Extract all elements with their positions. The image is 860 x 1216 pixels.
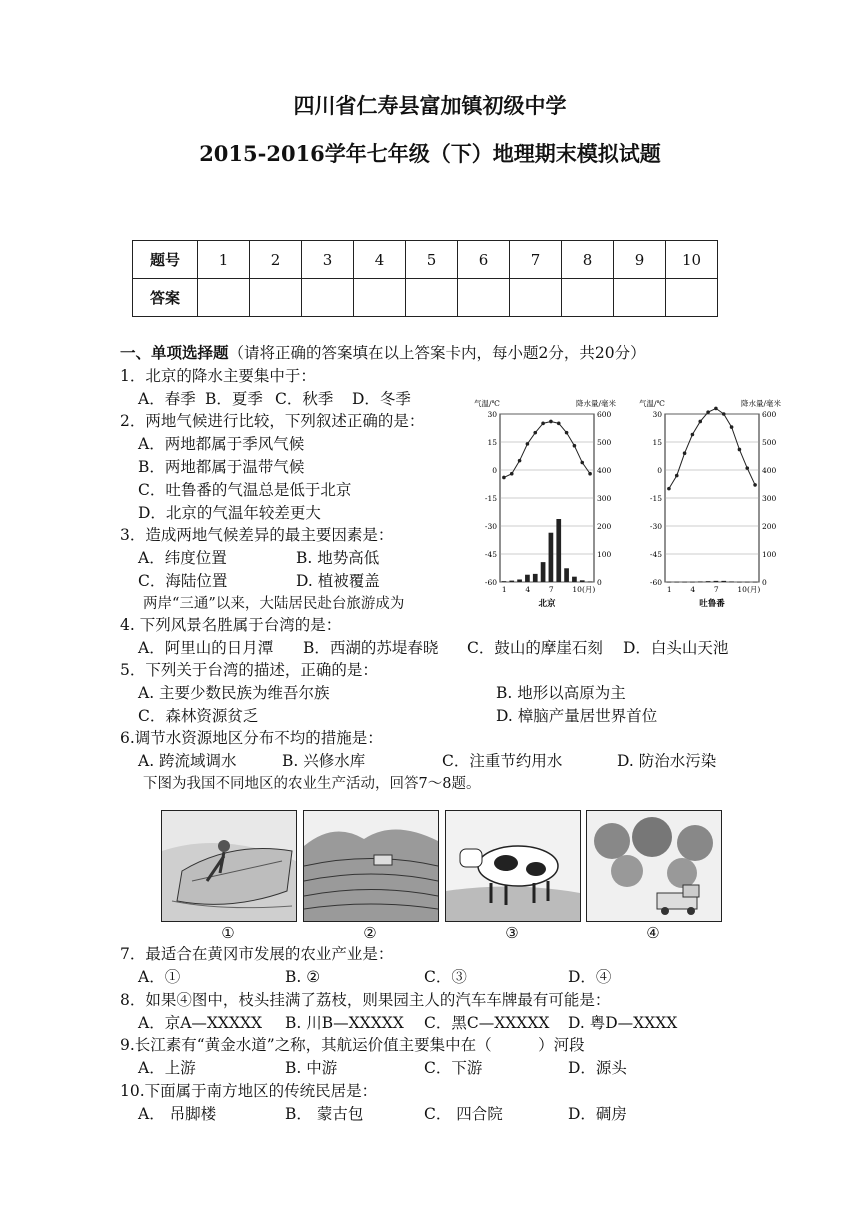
precip-bar <box>737 582 742 583</box>
precip-bar <box>745 582 750 583</box>
temperature-point <box>730 425 734 429</box>
question-stem: 4. 下列风景名胜属于台湾的是： <box>120 616 342 634</box>
option: C．③ <box>424 968 467 986</box>
temperature-point <box>565 431 569 435</box>
option: B. 地形以高原为主 <box>496 684 626 702</box>
x-tick-label: 10(月) <box>737 585 761 594</box>
option: A. 主要少数民族为维吾尔族 <box>138 684 330 702</box>
turpan-climate-chart <box>639 398 781 609</box>
x-tick-label: 1 <box>666 585 672 594</box>
question-stem: 6.调节水资源地区分布不均的措施是： <box>120 729 383 747</box>
y2-axis-label: 降水量/毫米 <box>575 399 616 408</box>
option: B．西湖的苏堤春晓 <box>303 639 439 657</box>
answer-table-number-row <box>133 241 718 279</box>
option: C．森林资源贫乏 <box>138 707 259 725</box>
school-title: 四川省仁寿县富加镇初级中学 <box>293 93 567 118</box>
answer-cell[interactable] <box>562 279 614 317</box>
precip-bar <box>572 577 577 582</box>
x-tick-label: 4 <box>690 585 696 594</box>
x-tick-label: 1 <box>501 585 507 594</box>
question-number-cell: 4 <box>354 241 406 279</box>
photo-label: ④ <box>646 924 660 942</box>
option: A．① <box>138 968 181 986</box>
temperature-point <box>573 444 577 448</box>
precip-bar <box>706 581 711 582</box>
dairy-cow-illustration <box>445 810 581 922</box>
answer-cell[interactable] <box>614 279 666 317</box>
temperature-point <box>683 451 687 455</box>
temperature-point <box>691 433 695 437</box>
precip-bar <box>690 582 695 583</box>
option: D. 粤D—XXXX <box>568 1014 678 1032</box>
y-axis-label: 气温/℃ <box>474 399 500 408</box>
precip-bar <box>714 581 719 582</box>
temperature-point <box>667 487 671 491</box>
option: D. 植被覆盖 <box>296 572 380 590</box>
terraced-fields-illustration <box>303 810 439 922</box>
question-number-cell: 7 <box>510 241 562 279</box>
question-number-cell: 8 <box>562 241 614 279</box>
y2-tick-label: 500 <box>597 438 612 447</box>
y2-axis-label: 降水量/毫米 <box>740 399 781 408</box>
question-stem: 1．北京的降水主要集中于： <box>120 367 316 385</box>
option: B. 川B—XXXXX <box>285 1014 404 1032</box>
x-tick-label: 7 <box>548 585 554 594</box>
section-title: 一、单项选择题 <box>120 343 229 362</box>
temperature-point <box>706 410 710 414</box>
answer-cell[interactable] <box>510 279 562 317</box>
question-number-cell: 10 <box>666 241 718 279</box>
option: B. 地势高低 <box>296 549 380 567</box>
section-heading <box>120 343 646 363</box>
answer-cell[interactable] <box>198 279 250 317</box>
temperature-point <box>580 461 584 465</box>
precip-bar <box>541 562 546 582</box>
precip-bar <box>525 575 530 582</box>
option: D．白头山天池 <box>623 639 729 657</box>
y-tick-label: -30 <box>484 522 497 531</box>
row-label-answer: 答案 <box>133 279 198 317</box>
option: D．④ <box>568 968 612 986</box>
temperature-point <box>502 476 506 480</box>
fishing-boat-image <box>162 811 296 921</box>
section-instruction: （请将正确的答案填在以上答案卡内，每小题2分，共20分） <box>228 344 646 362</box>
exam-title: 2015-2016学年七年级（下）地理期末模拟试题 <box>199 141 661 166</box>
option: B. 兴修水库 <box>282 752 366 770</box>
y2-tick-label: 200 <box>597 522 612 531</box>
y-tick-label: -15 <box>649 494 662 503</box>
agri-intro: 下图为我国不同地区的农业生产活动，回答7～8题。 <box>143 776 481 792</box>
temperature-point <box>518 459 522 463</box>
question-stem: 7．最适合在黄冈市发展的农业产业是： <box>120 945 394 963</box>
question-stem: 3．造成两地气候差异的最主要因素是： <box>120 526 394 544</box>
precip-bar <box>549 533 554 582</box>
temperature-point <box>526 442 530 446</box>
photo-label: ③ <box>505 924 519 942</box>
option: C．注重节约用水 <box>442 752 563 770</box>
row-label-number: 题号 <box>133 241 198 279</box>
y-axis-label: 气温/℃ <box>639 399 665 408</box>
y-tick-label: 15 <box>487 438 497 447</box>
precip-bar <box>588 581 593 582</box>
terraced-fields-image <box>304 811 438 921</box>
precip-bar <box>674 582 679 583</box>
y2-tick-label: 0 <box>597 578 602 587</box>
option: C．吐鲁番的气温总是低于北京 <box>138 481 352 499</box>
precip-bar <box>682 582 687 583</box>
temperature-point <box>541 422 545 426</box>
y2-tick-label: 300 <box>762 494 777 503</box>
temperature-point <box>533 431 537 435</box>
temperature-point <box>753 483 757 487</box>
option: A．上游 <box>138 1059 196 1077</box>
option: A. 跨流域调水 <box>138 752 237 770</box>
y-tick-label: 15 <box>652 438 662 447</box>
y-tick-label: 0 <box>657 466 662 475</box>
x-tick-label: 7 <box>713 585 719 594</box>
precip-bar <box>729 581 734 582</box>
precip-bar <box>698 581 703 582</box>
option: D．冬季 <box>352 390 411 408</box>
question-stem: 5．下列关于台湾的描述，正确的是： <box>120 661 378 679</box>
precip-bar <box>517 579 522 582</box>
y-tick-label: -60 <box>484 578 497 587</box>
temperature-point <box>675 474 679 478</box>
option: A． 吊脚楼 <box>138 1105 217 1123</box>
x-tick-label: 4 <box>525 585 531 594</box>
dairy-cow-image <box>446 811 580 921</box>
y-tick-label: 0 <box>492 466 497 475</box>
temperature-point <box>745 466 749 470</box>
option: A．纬度位置 <box>138 549 227 567</box>
answer-table-answer-row <box>133 279 718 317</box>
y-tick-label: -30 <box>649 522 662 531</box>
temperature-point <box>714 407 718 411</box>
option: A．两地都属于季风气候 <box>138 435 305 453</box>
photo-label: ① <box>221 924 235 942</box>
answer-cell[interactable] <box>406 279 458 317</box>
orchard-truck-image <box>587 811 721 921</box>
chart-title: 吐鲁番 <box>699 599 725 609</box>
y2-tick-label: 200 <box>762 522 777 531</box>
precip-bar <box>509 581 514 582</box>
precip-bar <box>580 580 585 582</box>
option: D．源头 <box>568 1059 627 1077</box>
option: C．海陆位置 <box>138 572 228 590</box>
precip-bar <box>753 582 758 583</box>
temperature-line <box>669 408 755 488</box>
y-tick-label: -45 <box>484 550 497 559</box>
temperature-point <box>698 420 702 424</box>
question-stem: 9.长江素有“黄金水道”之称，其航运价值主要集中在（ ）河段 <box>120 1036 585 1054</box>
precip-bar <box>502 581 507 582</box>
question-stem: 8．如果④图中，枝头挂满了荔枝，则果园主人的汽车车牌最有可能是： <box>120 991 611 1009</box>
option: A．京A—XXXXX <box>138 1014 263 1032</box>
question-number-cell: 1 <box>198 241 250 279</box>
answer-cell[interactable] <box>666 279 718 317</box>
question-stem: 2．两地气候进行比较，下列叙述正确的是： <box>120 412 425 430</box>
option: A．阿里山的日月潭 <box>138 639 274 657</box>
y2-tick-label: 0 <box>762 578 767 587</box>
y-tick-label: -60 <box>649 578 662 587</box>
option: D. 樟脑产量居世界首位 <box>496 707 658 725</box>
option: B. 中游 <box>285 1059 338 1077</box>
option: C．秋季 <box>275 390 334 408</box>
option: A．春季 <box>138 390 196 408</box>
temperature-point <box>549 420 553 424</box>
temperature-point <box>738 448 742 452</box>
answer-cell[interactable] <box>458 279 510 317</box>
y-tick-label: -45 <box>649 550 662 559</box>
orchard-truck-illustration <box>586 810 722 922</box>
question-stem: 10.下面属于南方地区的传统民居是： <box>120 1082 378 1100</box>
option: D. 防治水污染 <box>617 752 717 770</box>
question-number-cell: 2 <box>250 241 302 279</box>
answer-cell[interactable] <box>302 279 354 317</box>
answer-table <box>132 240 718 317</box>
temperature-point <box>557 422 561 426</box>
option: C．下游 <box>424 1059 483 1077</box>
y2-tick-label: 600 <box>597 410 612 419</box>
fishing-boat-illustration <box>161 810 297 922</box>
option: B．夏季 <box>205 390 263 408</box>
question-number-cell: 6 <box>458 241 510 279</box>
option: C．鼓山的摩崖石刻 <box>467 639 603 657</box>
option: D．北京的气温年较差更大 <box>138 504 321 522</box>
answer-cell[interactable] <box>354 279 406 317</box>
beijing-climate-chart <box>474 398 616 609</box>
y-tick-label: -15 <box>484 494 497 503</box>
precip-bar <box>556 519 561 582</box>
temperature-point <box>510 472 514 476</box>
y-tick-label: 30 <box>652 410 662 419</box>
option: B．两地都属于温带气候 <box>138 458 305 476</box>
y2-tick-label: 400 <box>597 466 612 475</box>
y-tick-label: 30 <box>487 410 497 419</box>
y2-tick-label: 600 <box>762 410 777 419</box>
option: C．黑C—XXXXX <box>424 1014 550 1032</box>
option: B． 蒙古包 <box>285 1105 364 1123</box>
question-number-cell: 9 <box>614 241 666 279</box>
taiwan-note: 两岸“三通”以来，大陆居民赴台旅游成为 <box>143 596 405 612</box>
answer-cell[interactable] <box>250 279 302 317</box>
precip-bar <box>721 581 726 582</box>
photo-label: ② <box>363 924 377 942</box>
precip-bar <box>564 568 569 582</box>
temperature-point <box>588 472 592 476</box>
option: C． 四合院 <box>424 1105 503 1123</box>
y2-tick-label: 100 <box>597 550 612 559</box>
precip-bar <box>533 574 538 582</box>
temperature-line <box>504 421 590 477</box>
option: B. ② <box>285 968 321 986</box>
option: D．碉房 <box>568 1105 627 1123</box>
y2-tick-label: 400 <box>762 466 777 475</box>
climate-charts <box>470 394 790 610</box>
x-tick-label: 10(月) <box>572 585 596 594</box>
y2-tick-label: 500 <box>762 438 777 447</box>
chart-title: 北京 <box>538 599 556 609</box>
y2-tick-label: 100 <box>762 550 777 559</box>
question-number-cell: 3 <box>302 241 354 279</box>
question-number-cell: 5 <box>406 241 458 279</box>
y2-tick-label: 300 <box>597 494 612 503</box>
temperature-point <box>722 412 726 416</box>
precip-bar <box>667 582 672 583</box>
